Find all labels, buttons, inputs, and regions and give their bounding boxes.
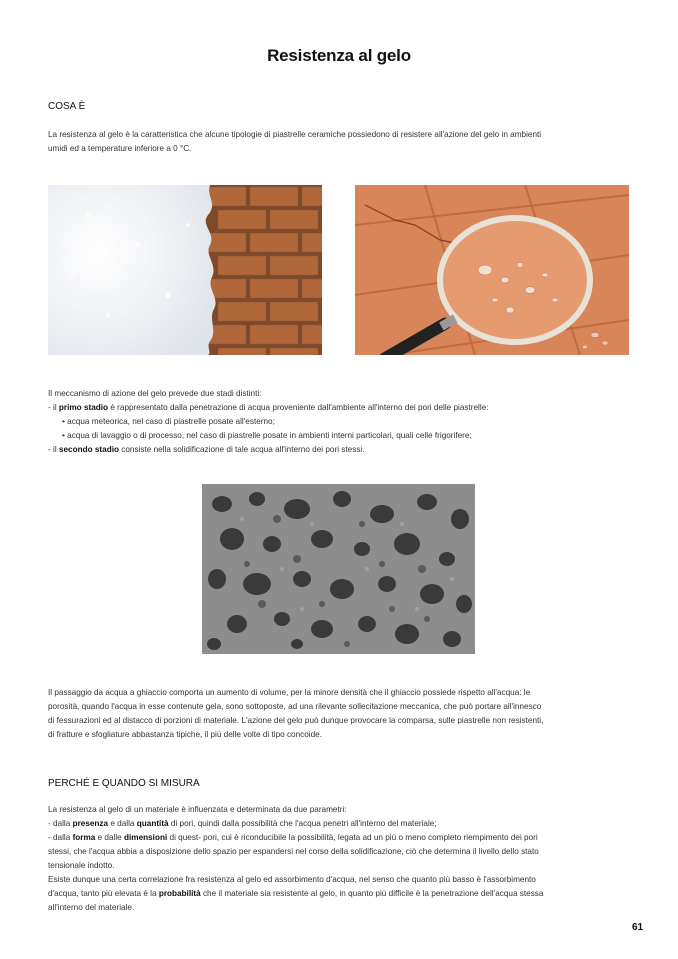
section-heading-perche-quando: PERCHÉ E QUANDO SI MISURA — [48, 778, 200, 789]
measure-intro: La resistenza al gelo di un materiale è influenzata e determinata da due parametri: — [48, 805, 347, 814]
text-fragment: e dalle — [95, 833, 125, 842]
mechanism-paragraph — [48, 387, 633, 457]
text-fragment: e dalla — [108, 819, 137, 828]
first-stage-prefix: - il — [48, 403, 59, 412]
bullet-item: • acqua di lavaggio o di processo, nel caso di piastrelle posate in ambienti interni particolari, quali celle frigorifere; — [62, 431, 472, 440]
second-stage-line — [48, 443, 633, 457]
intro-line: umidi ed a temperature inferiore a 0 °C. — [48, 144, 192, 153]
first-stage-term: primo stadio — [58, 403, 109, 412]
term-presenza: presenza — [72, 819, 109, 828]
snow-brick-illustration — [48, 185, 322, 355]
param-shape-continued: tensionale indotto. — [48, 861, 115, 870]
pore-micrograph-image — [202, 484, 475, 654]
volume-line: Il passaggio da acqua a ghiaccio comporta un aumento di volume, per la minore densità che il ghiaccio possiede rispetto all'acqua: le — [48, 688, 531, 697]
second-stage-prefix: - il — [48, 445, 59, 454]
first-stage-text: è rappresentato dalla penetrazione di acqua proveniente dall'ambiente all'interno dei pori delle piastrelle: — [108, 403, 489, 412]
param-shape-continued: stessi, che l'acqua abbia a disposizione dello spazio per espandersi nel corso della solidificazione, ciò che determina il livello dello stato — [48, 847, 539, 856]
correlation-line: all'interno del materiale. — [48, 903, 135, 912]
volume-paragraph — [48, 686, 633, 742]
param-shape-line — [48, 831, 633, 845]
second-stage-text: consiste nella solidificazione di tale acqua all'interno dei pori stessi. — [118, 445, 365, 454]
page-title: Resistenza al gelo — [267, 46, 411, 65]
text-fragment: di quest- pori, cui è riconducibile la possibilità, legata ad un più o meno completo riempimento dei pori — [167, 833, 538, 842]
term-quantita: quantità — [136, 819, 169, 828]
text-fragment: di pori, quindi dalla possibilità che l'acqua penetri all'interno del materiale; — [168, 819, 437, 828]
first-stage-line — [48, 401, 633, 415]
section-heading-cosa-e: COSA È — [48, 101, 86, 112]
tile-magnifier-image — [355, 185, 629, 355]
second-stage-term: secondo stadio — [58, 445, 119, 454]
snow-brick-image — [48, 185, 322, 355]
pore-micrograph-illustration — [202, 484, 475, 654]
term-dimensioni: dimensioni — [124, 833, 168, 842]
bullet-item: • acqua meteorica, nel caso di piastrelle posate all'esterno; — [62, 417, 275, 426]
page-number: 61 — [632, 922, 644, 933]
measure-paragraph — [48, 803, 633, 915]
mechanism-intro: Il meccanismo di azione del gelo prevede due stadi distinti: — [48, 389, 262, 398]
text-fragment: d'acqua, tanto più elevata è la — [48, 889, 159, 898]
text-fragment: - dalla — [48, 819, 73, 828]
volume-line: di fessurazioni ed al distacco di porzioni di materiale. L'azione del gelo può dunque provocare la comparsa, sulle piastrelle non resistenti, — [48, 716, 544, 725]
tile-magnifier-illustration — [355, 185, 629, 355]
correlation-line — [48, 887, 633, 901]
intro-paragraph — [48, 128, 633, 156]
text-fragment: che il materiale sia resistente al gelo, in quanto più difficile è la penetrazione dell'acqua stessa — [200, 889, 544, 898]
volume-line: di fratture e sfogliature abbastanza tipiche, il più delle volte di tipo concoide. — [48, 730, 322, 739]
correlation-line: Esiste dunque una certa correlazione fra resistenza al gelo ed assorbimento d'acqua, nel senso che quanto più basso è l'assorbimento — [48, 875, 536, 884]
intro-line: La resistenza al gelo è la caratteristica che alcune tipologie di piastrelle ceramiche possiedono di resistere all'azione del gelo in ambienti — [48, 130, 542, 139]
term-forma: forma — [72, 833, 96, 842]
text-fragment: - dalla — [48, 833, 73, 842]
term-probabilita: probabilità — [158, 889, 201, 898]
param-presence-line — [48, 817, 633, 831]
volume-line: porosità, quando l'acqua in esse contenute gela, sono sottoposte, ad una rilevante sollecitazione meccanica, che può portare all'innesco — [48, 702, 542, 711]
